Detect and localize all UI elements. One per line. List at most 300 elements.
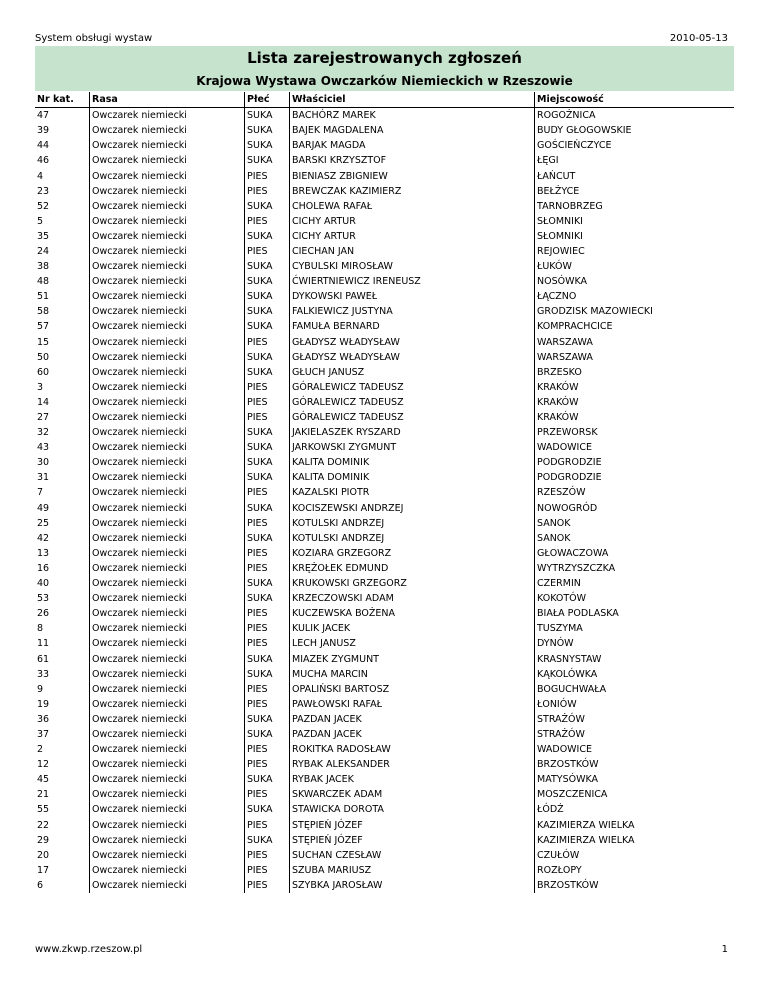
cell-wlasciciel: BAJEK MAGDALENA bbox=[290, 123, 535, 138]
cell-plec: SUKA bbox=[245, 365, 290, 380]
cell-wlasciciel: KRĘŻOŁEK EDMUND bbox=[290, 561, 535, 576]
cell-rasa: Owczarek niemiecki bbox=[90, 576, 245, 591]
table-row bbox=[35, 591, 734, 606]
table-row bbox=[35, 108, 734, 124]
table-row bbox=[35, 531, 734, 546]
cell-miejscowosc: ŁONIÓW bbox=[535, 697, 735, 712]
cell-nr-kat: 19 bbox=[37, 698, 50, 710]
cell-miejscowosc: SANOK bbox=[535, 531, 735, 546]
table-row bbox=[35, 712, 734, 727]
cell-wlasciciel: BACHÓRZ MAREK bbox=[290, 108, 535, 124]
table-row bbox=[35, 833, 734, 848]
cell-rasa: Owczarek niemiecki bbox=[90, 606, 245, 621]
cell-plec: SUKA bbox=[245, 802, 290, 817]
cell-wlasciciel: KRUKOWSKI GRZEGORZ bbox=[290, 576, 535, 591]
table-row bbox=[35, 335, 734, 350]
cell-plec: PIES bbox=[245, 878, 290, 893]
cell-rasa: Owczarek niemiecki bbox=[90, 546, 245, 561]
table-row bbox=[35, 184, 734, 199]
cell-miejscowosc: TUSZYMA bbox=[535, 621, 735, 636]
cell-plec: PIES bbox=[245, 742, 290, 757]
cell-wlasciciel: FALKIEWICZ JUSTYNA bbox=[290, 304, 535, 319]
cell-miejscowosc: PODGRODZIE bbox=[535, 455, 735, 470]
cell-miejscowosc: DYNÓW bbox=[535, 636, 735, 651]
cell-plec: PIES bbox=[245, 395, 290, 410]
cell-wlasciciel: BARJAK MAGDA bbox=[290, 138, 535, 153]
table-row bbox=[35, 818, 734, 833]
cell-nr-kat: 40 bbox=[37, 578, 50, 590]
cell-wlasciciel: KOCISZEWSKI ANDRZEJ bbox=[290, 501, 535, 516]
cell-plec: SUKA bbox=[245, 576, 290, 591]
cell-wlasciciel: GÓRALEWICZ TADEUSZ bbox=[290, 380, 535, 395]
cell-nr-kat: 6 bbox=[37, 879, 44, 891]
cell-nr-kat: 30 bbox=[37, 457, 50, 469]
cell-plec: SUKA bbox=[245, 501, 290, 516]
cell-rasa: Owczarek niemiecki bbox=[90, 184, 245, 199]
cell-rasa: Owczarek niemiecki bbox=[90, 485, 245, 500]
cell-rasa: Owczarek niemiecki bbox=[90, 108, 245, 124]
table-row bbox=[35, 848, 734, 863]
cell-miejscowosc: KOKOTÓW bbox=[535, 591, 735, 606]
cell-nr-kat: 27 bbox=[37, 412, 50, 424]
cell-wlasciciel: SKWARCZEK ADAM bbox=[290, 787, 535, 802]
cell-rasa: Owczarek niemiecki bbox=[90, 863, 245, 878]
app-name: System obsługi wystaw bbox=[35, 33, 153, 44]
table-row bbox=[35, 319, 734, 334]
cell-miejscowosc: KRAKÓW bbox=[535, 380, 735, 395]
table-row bbox=[35, 501, 734, 516]
cell-rasa: Owczarek niemiecki bbox=[90, 319, 245, 334]
cell-wlasciciel: STAWICKA DOROTA bbox=[290, 802, 535, 817]
cell-miejscowosc: NOSÓWKA bbox=[535, 274, 735, 289]
table-row bbox=[35, 772, 734, 787]
cell-nr-kat: 13 bbox=[37, 547, 50, 559]
cell-rasa: Owczarek niemiecki bbox=[90, 501, 245, 516]
cell-plec: PIES bbox=[245, 335, 290, 350]
cell-wlasciciel: MUCHA MARCIN bbox=[290, 667, 535, 682]
table-row bbox=[35, 274, 734, 289]
cell-miejscowosc: REJOWIEC bbox=[535, 244, 735, 259]
cell-plec: PIES bbox=[245, 184, 290, 199]
table-row bbox=[35, 516, 734, 531]
cell-miejscowosc: KĄKOLÓWKA bbox=[535, 667, 735, 682]
cell-rasa: Owczarek niemiecki bbox=[90, 214, 245, 229]
cell-wlasciciel: BIENIASZ ZBIGNIEW bbox=[290, 168, 535, 183]
cell-nr-kat: 9 bbox=[37, 683, 44, 695]
cell-miejscowosc: MATYSÓWKA bbox=[535, 772, 735, 787]
cell-miejscowosc: WARSZAWA bbox=[535, 350, 735, 365]
cell-miejscowosc: GOŚCIEŃCZYCE bbox=[535, 138, 735, 153]
cell-nr-kat: 42 bbox=[37, 532, 50, 544]
cell-plec: SUKA bbox=[245, 153, 290, 168]
cell-wlasciciel: CIECHAN JAN bbox=[290, 244, 535, 259]
cell-wlasciciel: KALITA DOMINIK bbox=[290, 470, 535, 485]
cell-miejscowosc: GŁOWACZOWA bbox=[535, 546, 735, 561]
footer-url: www.zkwp.rzeszow.pl bbox=[35, 944, 143, 955]
table-row bbox=[35, 697, 734, 712]
cell-wlasciciel: KALITA DOMINIK bbox=[290, 455, 535, 470]
cell-wlasciciel: GŁUCH JANUSZ bbox=[290, 365, 535, 380]
cell-rasa: Owczarek niemiecki bbox=[90, 365, 245, 380]
cell-miejscowosc: SŁOMNIKI bbox=[535, 229, 735, 244]
table-row bbox=[35, 546, 734, 561]
table-row bbox=[35, 787, 734, 802]
table-row bbox=[35, 365, 734, 380]
cell-wlasciciel: PAZDAN JACEK bbox=[290, 712, 535, 727]
cell-miejscowosc: WYTRZYSZCZKA bbox=[535, 561, 735, 576]
table-row bbox=[35, 229, 734, 244]
cell-rasa: Owczarek niemiecki bbox=[90, 757, 245, 772]
cell-miejscowosc: KOMPRACHCICE bbox=[535, 319, 735, 334]
cell-rasa: Owczarek niemiecki bbox=[90, 304, 245, 319]
cell-rasa: Owczarek niemiecki bbox=[90, 380, 245, 395]
cell-nr-kat: 22 bbox=[37, 819, 50, 831]
cell-rasa: Owczarek niemiecki bbox=[90, 833, 245, 848]
cell-rasa: Owczarek niemiecki bbox=[90, 787, 245, 802]
cell-wlasciciel: GŁADYSZ WŁADYSŁAW bbox=[290, 350, 535, 365]
table-row bbox=[35, 621, 734, 636]
cell-nr-kat: 39 bbox=[37, 125, 50, 137]
cell-nr-kat: 7 bbox=[37, 487, 44, 499]
cell-plec: SUKA bbox=[245, 727, 290, 742]
table-row bbox=[35, 168, 734, 183]
cell-miejscowosc: SANOK bbox=[535, 516, 735, 531]
table-header-row bbox=[35, 92, 734, 108]
cell-nr-kat: 15 bbox=[37, 336, 50, 348]
cell-nr-kat: 8 bbox=[37, 623, 44, 635]
cell-miejscowosc: KRAKÓW bbox=[535, 395, 735, 410]
cell-wlasciciel: CICHY ARTUR bbox=[290, 214, 535, 229]
cell-plec: PIES bbox=[245, 410, 290, 425]
cell-plec: PIES bbox=[245, 621, 290, 636]
table-row bbox=[35, 153, 734, 168]
cell-wlasciciel: BREWCZAK KAZIMIERZ bbox=[290, 184, 535, 199]
cell-plec: PIES bbox=[245, 380, 290, 395]
cell-plec: PIES bbox=[245, 485, 290, 500]
cell-rasa: Owczarek niemiecki bbox=[90, 350, 245, 365]
cell-rasa: Owczarek niemiecki bbox=[90, 802, 245, 817]
table-row bbox=[35, 651, 734, 666]
table-row bbox=[35, 425, 734, 440]
cell-nr-kat: 61 bbox=[37, 653, 50, 665]
table-row bbox=[35, 667, 734, 682]
cell-rasa: Owczarek niemiecki bbox=[90, 621, 245, 636]
table-row bbox=[35, 576, 734, 591]
column-header-wlasciciel: Właściciel bbox=[290, 92, 535, 108]
cell-rasa: Owczarek niemiecki bbox=[90, 455, 245, 470]
cell-plec: SUKA bbox=[245, 259, 290, 274]
table-row bbox=[35, 244, 734, 259]
table-row bbox=[35, 878, 734, 893]
table-row bbox=[35, 138, 734, 153]
cell-rasa: Owczarek niemiecki bbox=[90, 742, 245, 757]
cell-nr-kat: 20 bbox=[37, 849, 50, 861]
cell-miejscowosc: MOSZCZENICA bbox=[535, 787, 735, 802]
cell-miejscowosc: STRAŻÓW bbox=[535, 712, 735, 727]
cell-wlasciciel: CHOLEWA RAFAŁ bbox=[290, 199, 535, 214]
cell-wlasciciel: STĘPIEŃ JÓZEF bbox=[290, 833, 535, 848]
cell-rasa: Owczarek niemiecki bbox=[90, 244, 245, 259]
cell-nr-kat: 49 bbox=[37, 502, 50, 514]
table-row bbox=[35, 485, 734, 500]
cell-nr-kat: 60 bbox=[37, 366, 50, 378]
cell-wlasciciel: SUCHAN CZESŁAW bbox=[290, 848, 535, 863]
cell-wlasciciel: KOTULSKI ANDRZEJ bbox=[290, 516, 535, 531]
cell-miejscowosc: RZESZÓW bbox=[535, 485, 735, 500]
column-header-miejscowosc: Miejscowość bbox=[535, 92, 735, 108]
cell-plec: SUKA bbox=[245, 651, 290, 666]
cell-miejscowosc: WARSZAWA bbox=[535, 335, 735, 350]
cell-plec: SUKA bbox=[245, 591, 290, 606]
page-subtitle: Krajowa Wystawa Owczarków Niemieckich w Rzeszowie bbox=[196, 74, 573, 88]
cell-plec: PIES bbox=[245, 244, 290, 259]
report-date: 2010-05-13 bbox=[669, 33, 728, 44]
cell-wlasciciel: PAWŁOWSKI RAFAŁ bbox=[290, 697, 535, 712]
cell-nr-kat: 14 bbox=[37, 396, 50, 408]
cell-miejscowosc: CZUŁÓW bbox=[535, 848, 735, 863]
cell-miejscowosc: TARNOBRZEG bbox=[535, 199, 735, 214]
cell-wlasciciel: MIAZEK ZYGMUNT bbox=[290, 651, 535, 666]
cell-nr-kat: 31 bbox=[37, 472, 50, 484]
cell-wlasciciel: RYBAK JACEK bbox=[290, 772, 535, 787]
cell-wlasciciel: KUCZEWSKA BOŻENA bbox=[290, 606, 535, 621]
cell-rasa: Owczarek niemiecki bbox=[90, 682, 245, 697]
cell-miejscowosc: GRODZISK MAZOWIECKI bbox=[535, 304, 735, 319]
cell-miejscowosc: BRZOSTKÓW bbox=[535, 878, 735, 893]
cell-nr-kat: 23 bbox=[37, 185, 50, 197]
cell-miejscowosc: KAZIMIERZA WIELKA bbox=[535, 818, 735, 833]
cell-rasa: Owczarek niemiecki bbox=[90, 153, 245, 168]
cell-rasa: Owczarek niemiecki bbox=[90, 848, 245, 863]
cell-rasa: Owczarek niemiecki bbox=[90, 818, 245, 833]
cell-miejscowosc: ŁĄCZNO bbox=[535, 289, 735, 304]
cell-miejscowosc: ŁAŃCUT bbox=[535, 168, 735, 183]
cell-miejscowosc: KRASNYSTAW bbox=[535, 651, 735, 666]
cell-plec: SUKA bbox=[245, 712, 290, 727]
table-row bbox=[35, 395, 734, 410]
cell-nr-kat: 37 bbox=[37, 728, 50, 740]
cell-plec: SUKA bbox=[245, 108, 290, 124]
cell-nr-kat: 44 bbox=[37, 140, 50, 152]
cell-nr-kat: 53 bbox=[37, 593, 50, 605]
cell-miejscowosc: BRZESKO bbox=[535, 365, 735, 380]
cell-nr-kat: 33 bbox=[37, 668, 50, 680]
cell-plec: SUKA bbox=[245, 470, 290, 485]
cell-plec: SUKA bbox=[245, 772, 290, 787]
table-row bbox=[35, 682, 734, 697]
cell-plec: PIES bbox=[245, 757, 290, 772]
cell-miejscowosc: ROGOŻNICA bbox=[535, 108, 735, 124]
cell-miejscowosc: WADOWICE bbox=[535, 440, 735, 455]
cell-wlasciciel: CICHY ARTUR bbox=[290, 229, 535, 244]
cell-miejscowosc: SŁOMNIKI bbox=[535, 214, 735, 229]
cell-wlasciciel: KOZIARA GRZEGORZ bbox=[290, 546, 535, 561]
cell-wlasciciel: KAZALSKI PIOTR bbox=[290, 485, 535, 500]
table-row bbox=[35, 455, 734, 470]
cell-wlasciciel: ĆWIERTNIEWICZ IRENEUSZ bbox=[290, 274, 535, 289]
cell-wlasciciel: FAMUŁA BERNARD bbox=[290, 319, 535, 334]
cell-wlasciciel: SZUBA MARIUSZ bbox=[290, 863, 535, 878]
table-row bbox=[35, 199, 734, 214]
cell-wlasciciel: JAKIELASZEK RYSZARD bbox=[290, 425, 535, 440]
cell-nr-kat: 21 bbox=[37, 789, 50, 801]
page-title: Lista zarejestrowanych zgłoszeń bbox=[247, 49, 522, 67]
cell-miejscowosc: WADOWICE bbox=[535, 742, 735, 757]
cell-miejscowosc: KAZIMIERZA WIELKA bbox=[535, 833, 735, 848]
cell-rasa: Owczarek niemiecki bbox=[90, 878, 245, 893]
cell-nr-kat: 58 bbox=[37, 306, 50, 318]
cell-nr-kat: 32 bbox=[37, 427, 50, 439]
cell-wlasciciel: RYBAK ALEKSANDER bbox=[290, 757, 535, 772]
cell-rasa: Owczarek niemiecki bbox=[90, 425, 245, 440]
table-row bbox=[35, 410, 734, 425]
cell-miejscowosc: ROZŁOPY bbox=[535, 863, 735, 878]
cell-plec: SUKA bbox=[245, 667, 290, 682]
cell-plec: SUKA bbox=[245, 833, 290, 848]
cell-plec: SUKA bbox=[245, 229, 290, 244]
cell-nr-kat: 3 bbox=[37, 381, 44, 393]
cell-wlasciciel: KOTULSKI ANDRZEJ bbox=[290, 531, 535, 546]
table-row bbox=[35, 259, 734, 274]
cell-rasa: Owczarek niemiecki bbox=[90, 516, 245, 531]
cell-plec: PIES bbox=[245, 214, 290, 229]
cell-rasa: Owczarek niemiecki bbox=[90, 395, 245, 410]
cell-nr-kat: 17 bbox=[37, 864, 50, 876]
cell-plec: PIES bbox=[245, 636, 290, 651]
cell-miejscowosc: ŁĘGI bbox=[535, 153, 735, 168]
table-row bbox=[35, 289, 734, 304]
cell-nr-kat: 36 bbox=[37, 713, 50, 725]
cell-plec: SUKA bbox=[245, 455, 290, 470]
cell-plec: PIES bbox=[245, 606, 290, 621]
table-row bbox=[35, 304, 734, 319]
cell-rasa: Owczarek niemiecki bbox=[90, 697, 245, 712]
table-row bbox=[35, 470, 734, 485]
table-row bbox=[35, 380, 734, 395]
cell-rasa: Owczarek niemiecki bbox=[90, 274, 245, 289]
table-row bbox=[35, 440, 734, 455]
cell-miejscowosc: BIAŁA PODLASKA bbox=[535, 606, 735, 621]
cell-wlasciciel: STĘPIEŃ JÓZEF bbox=[290, 818, 535, 833]
table-row bbox=[35, 350, 734, 365]
cell-plec: PIES bbox=[245, 697, 290, 712]
cell-rasa: Owczarek niemiecki bbox=[90, 289, 245, 304]
cell-miejscowosc: BOGUCHWAŁA bbox=[535, 682, 735, 697]
cell-rasa: Owczarek niemiecki bbox=[90, 561, 245, 576]
cell-plec: PIES bbox=[245, 561, 290, 576]
cell-nr-kat: 52 bbox=[37, 200, 50, 212]
cell-nr-kat: 4 bbox=[37, 170, 44, 182]
cell-miejscowosc: PODGRODZIE bbox=[535, 470, 735, 485]
cell-miejscowosc: ŁUKÓW bbox=[535, 259, 735, 274]
cell-nr-kat: 46 bbox=[37, 155, 50, 167]
cell-rasa: Owczarek niemiecki bbox=[90, 229, 245, 244]
cell-miejscowosc: ŁÓDŹ bbox=[535, 802, 735, 817]
cell-miejscowosc: KRAKÓW bbox=[535, 410, 735, 425]
cell-plec: PIES bbox=[245, 863, 290, 878]
table-row bbox=[35, 214, 734, 229]
cell-miejscowosc: NOWOGRÓD bbox=[535, 501, 735, 516]
cell-nr-kat: 26 bbox=[37, 608, 50, 620]
cell-wlasciciel: DYKOWSKI PAWEŁ bbox=[290, 289, 535, 304]
cell-nr-kat: 12 bbox=[37, 759, 50, 771]
cell-plec: PIES bbox=[245, 682, 290, 697]
cell-wlasciciel: OPALIŃSKI BARTOSZ bbox=[290, 682, 535, 697]
cell-plec: SUKA bbox=[245, 350, 290, 365]
cell-wlasciciel: ROKITKA RADOSŁAW bbox=[290, 742, 535, 757]
cell-rasa: Owczarek niemiecki bbox=[90, 138, 245, 153]
cell-wlasciciel: GÓRALEWICZ TADEUSZ bbox=[290, 410, 535, 425]
cell-nr-kat: 38 bbox=[37, 261, 50, 273]
cell-nr-kat: 25 bbox=[37, 517, 50, 529]
cell-miejscowosc: BUDY GŁOGOWSKIE bbox=[535, 123, 735, 138]
cell-plec: PIES bbox=[245, 848, 290, 863]
cell-nr-kat: 2 bbox=[37, 744, 44, 756]
cell-rasa: Owczarek niemiecki bbox=[90, 636, 245, 651]
cell-plec: SUKA bbox=[245, 319, 290, 334]
column-header-nr-kat: Nr kat. bbox=[35, 92, 90, 108]
page-number: 1 bbox=[721, 944, 728, 955]
cell-plec: PIES bbox=[245, 787, 290, 802]
cell-wlasciciel: KRZECZOWSKI ADAM bbox=[290, 591, 535, 606]
cell-miejscowosc: CZERMIN bbox=[535, 576, 735, 591]
cell-plec: PIES bbox=[245, 818, 290, 833]
cell-nr-kat: 55 bbox=[37, 804, 50, 816]
cell-rasa: Owczarek niemiecki bbox=[90, 470, 245, 485]
cell-rasa: Owczarek niemiecki bbox=[90, 772, 245, 787]
cell-nr-kat: 29 bbox=[37, 834, 50, 846]
cell-plec: SUKA bbox=[245, 304, 290, 319]
cell-wlasciciel: GŁADYSZ WŁADYSŁAW bbox=[290, 335, 535, 350]
cell-rasa: Owczarek niemiecki bbox=[90, 591, 245, 606]
cell-nr-kat: 47 bbox=[37, 110, 50, 122]
cell-plec: PIES bbox=[245, 546, 290, 561]
table-row bbox=[35, 606, 734, 621]
cell-wlasciciel: BARSKI KRZYSZTOF bbox=[290, 153, 535, 168]
cell-rasa: Owczarek niemiecki bbox=[90, 123, 245, 138]
cell-nr-kat: 48 bbox=[37, 276, 50, 288]
entries-table bbox=[35, 92, 734, 893]
cell-rasa: Owczarek niemiecki bbox=[90, 727, 245, 742]
cell-wlasciciel: KULIK JACEK bbox=[290, 621, 535, 636]
cell-nr-kat: 51 bbox=[37, 291, 50, 303]
cell-rasa: Owczarek niemiecki bbox=[90, 168, 245, 183]
cell-nr-kat: 43 bbox=[37, 442, 50, 454]
cell-nr-kat: 50 bbox=[37, 351, 50, 363]
table-row bbox=[35, 742, 734, 757]
cell-rasa: Owczarek niemiecki bbox=[90, 651, 245, 666]
cell-nr-kat: 24 bbox=[37, 245, 50, 257]
cell-rasa: Owczarek niemiecki bbox=[90, 712, 245, 727]
cell-rasa: Owczarek niemiecki bbox=[90, 335, 245, 350]
cell-plec: SUKA bbox=[245, 138, 290, 153]
title-banner bbox=[35, 46, 734, 91]
cell-miejscowosc: BEŁŻYCE bbox=[535, 184, 735, 199]
cell-nr-kat: 45 bbox=[37, 774, 50, 786]
cell-nr-kat: 35 bbox=[37, 230, 50, 242]
cell-miejscowosc: STRAŻÓW bbox=[535, 727, 735, 742]
cell-nr-kat: 57 bbox=[37, 321, 50, 333]
cell-plec: SUKA bbox=[245, 199, 290, 214]
column-header-plec: Płeć bbox=[245, 92, 290, 108]
cell-plec: SUKA bbox=[245, 274, 290, 289]
cell-rasa: Owczarek niemiecki bbox=[90, 531, 245, 546]
table-body bbox=[35, 108, 734, 893]
cell-nr-kat: 16 bbox=[37, 562, 50, 574]
table-row bbox=[35, 727, 734, 742]
cell-rasa: Owczarek niemiecki bbox=[90, 440, 245, 455]
cell-wlasciciel: LECH JANUSZ bbox=[290, 636, 535, 651]
